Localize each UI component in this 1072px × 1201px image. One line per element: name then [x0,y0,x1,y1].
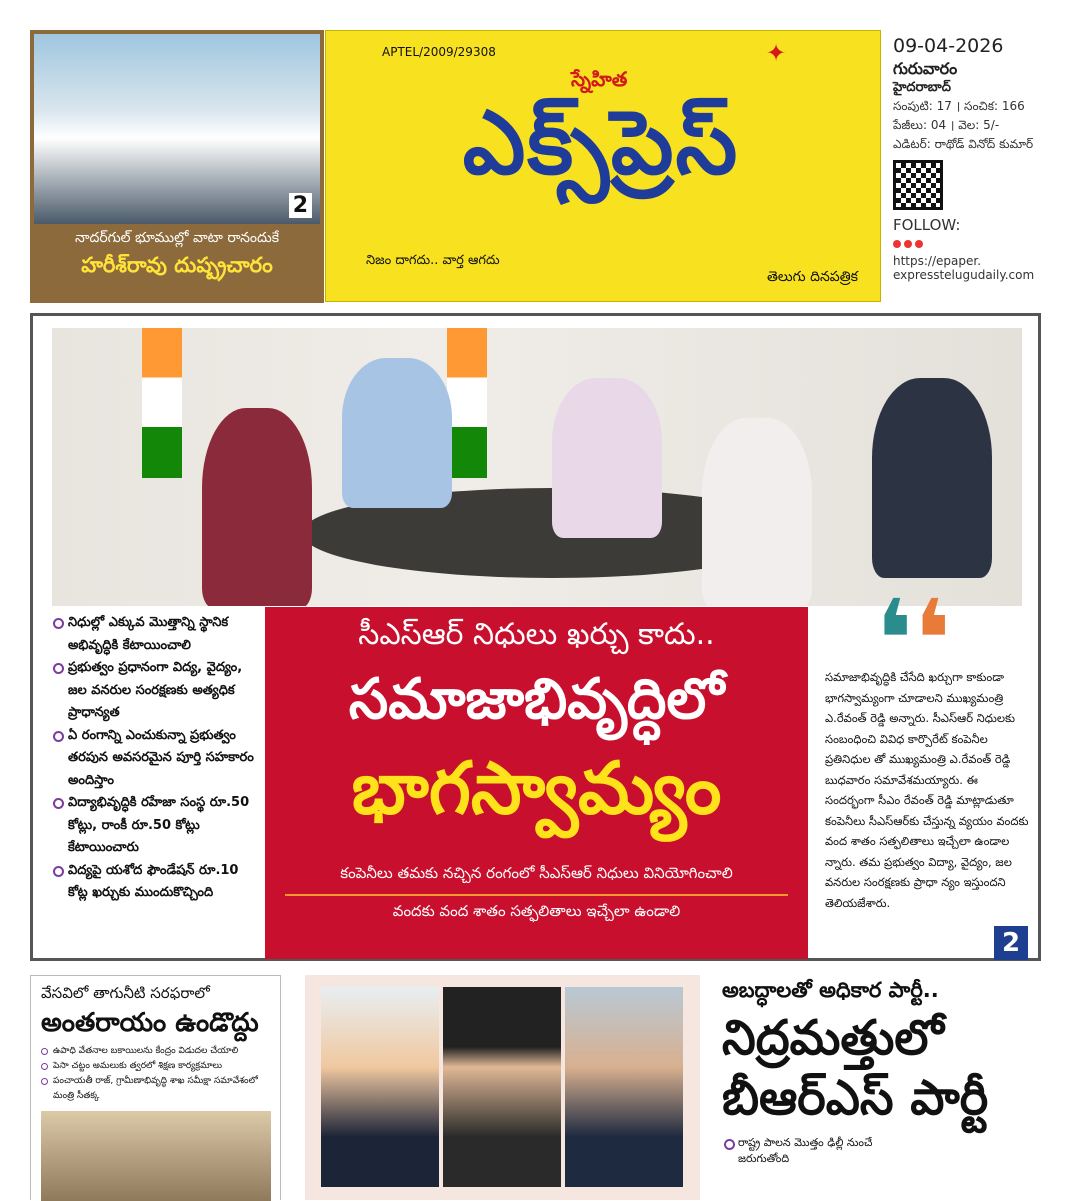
lead-subhead-2: వందకు వంద శాతం సత్ఫలితాలు ఇచ్చేలా ఉండాలి [392,902,681,920]
newspaper-title: ఎక్స్‌ప్రెస్ [462,91,740,194]
paper-type: తెలుగు దినపత్రిక [766,269,858,285]
instagram-icon[interactable] [904,240,912,248]
lead-headline-box[interactable] [265,607,808,959]
story-headline-line1: నిద్రమత్తులో [722,1010,944,1066]
follow-label: FOLLOW: [893,216,961,234]
story-bullet: పంచాయతీ రాజ్, గ్రామీణాభివృద్ధి శాఖ సమీక్షా సమావేశంలో మంత్రి సీతక్క [41,1074,270,1104]
lead-kicker: సీఎస్ఆర్ నిధులు ఖర్చు కాదు.. [358,617,715,652]
masthead [325,30,881,302]
lead-photo [52,328,1022,606]
tagline: నిజం దాగదు.. వార్త ఆగదు [366,253,500,268]
world-leaders-photo[interactable] [305,975,700,1200]
story-water-supply[interactable] [30,975,281,1200]
story-headline-line2: బీఆర్ఎస్ పార్టీ [722,1070,989,1126]
editor: ఎడిటర్: రాథోడ్ వినోద్ కుమార్ [893,137,1034,151]
highlight-item: విద్యాభివృద్ధికి రహేజా సంస్థ రూ.50 కోట్లు, రాంకీ రూ.50 కోట్లు కేటాయించారు [52,792,262,860]
story-kicker: అబద్ధాలతో అధికార పార్టీ.. [722,978,939,1002]
quote-icon: ❛❛ [875,576,952,704]
highlight-item: నిధుల్లో ఎక్కువ మొత్తాన్ని స్థానిక అభివృద్ధికి కేటాయించాలి [52,612,262,657]
lead-body-text: సమాజాభివృద్ధికి చేసేది ఖర్చుగా కాకుండా భాగస్వామ్యంగా చూడాలని ముఖ్యమంత్రి ఎ.రేవంత్ రెడ్డి అన్నారు. సీఎస్ఆర్ నిధులకు సంబంధించి వివిధ కార్పొరేట్ కంపెనీల ప్రతినిధుల తో ముఖ్యమంత్రి ఎ.రేవంత్ రెడ్డి బుధవారం సమావేశమయ్యారు. ఈ సందర్భంగా సీఎం రేవంత్ రెడ్డి మాట్లాడుతూ కంపెనీలు సీఎస్ఆర్‌కు చేస్తున్న వ్యయం వందకు వంద శాతం సత్ఫలితాలు ఇచ్చేలా ఉండాల న్నారు. తమ ప్రభుత్వం విద్యా, వైద్యం, జల వనరుల సంరక్షణకు ప్రాధా న్యం ఇస్తుందని తెలియజేశారు. [825,670,1029,910]
facebook-icon[interactable] [893,240,901,248]
teaser-headline[interactable]: హరీశ్‌రావు దుష్ప్రచారం [81,253,273,277]
teaser-photo [34,34,320,224]
edition-day: గురువారం [893,59,958,78]
x-icon[interactable] [915,240,923,248]
epaper-link[interactable]: https://epaper. expresstelugudaily.com [893,254,1035,282]
qr-code-icon[interactable] [893,160,943,210]
lead-highlights [52,612,262,905]
highlight-item: ఏ రంగాన్ని ఎంచుకున్నా ప్రభుత్వం తరపున అవసరమైన పూర్తి సహకారం అందిస్తాం [52,725,262,793]
page-number-badge: 2 [289,193,312,218]
lead-headline-line2: భాగస్వామ్యం [351,746,722,830]
leader-photo [443,987,561,1187]
lead-subhead-1: కంపెనీలు తమకు నచ్చిన రంగంలో సీఎస్ఆర్ నిధులు వినియోగించాలి [285,864,788,896]
masthead-subtitle: స్నేహిత [571,67,628,91]
continued-page-badge[interactable]: 2 [994,926,1028,960]
highlight-item: విద్యపై యశోద ఫౌండేషన్ రూ.10 కోట్ల ఖర్చుకు ముందుకొచ్చింది [52,860,262,905]
story-kicker: వేసవిలో తాగునీటి సరఫరాలో [41,984,210,1002]
volume-issue: సంపుటి: 17 । సంచిక: 166 [893,99,1025,113]
edition-city: హైదరాబాద్ [893,80,951,95]
story-bullet: పెసా చట్టం అమలుకు త్వరలో శిక్షణ కార్యక్రమాలు [41,1059,270,1074]
edition-info [893,33,1063,282]
story-headline: అంతరాయం ఉండొద్దు [41,1008,259,1038]
lead-headline-line1: సమాజాభివృద్ధిలో [348,667,725,732]
story-brs-party[interactable] [722,978,1062,1168]
story-photo [41,1111,271,1201]
edition-date: 09-04-2026 [893,35,1004,57]
highlight-item: ప్రభుత్వం ప్రధానంగా విద్య, వైద్యం, జల వనరుల సంరక్షణకు అత్యధిక ప్రాధాన్యత [52,657,262,725]
story-bullet: ఉపాధి వేతనాల బకాయిలను కేంద్రం విడుదల చేయాలి [41,1044,270,1059]
story-bullet: రాష్ట్ర పాలన మొత్తం ఢిల్లీ నుంచే జరుగుతోంది [722,1136,922,1168]
bird-logo-icon: ✦ [766,39,787,67]
leader-photo [321,987,439,1187]
registration-number: APTEL/2009/29308 [382,45,496,59]
teaser-kicker: నాదర్‌గుల్ భూముల్లో వాటా రానందుకే [74,230,280,246]
teaser-box[interactable] [30,30,324,303]
pages-price: పేజీలు: 04 । వెల: 5/- [893,118,1000,132]
leader-photo [565,987,683,1187]
